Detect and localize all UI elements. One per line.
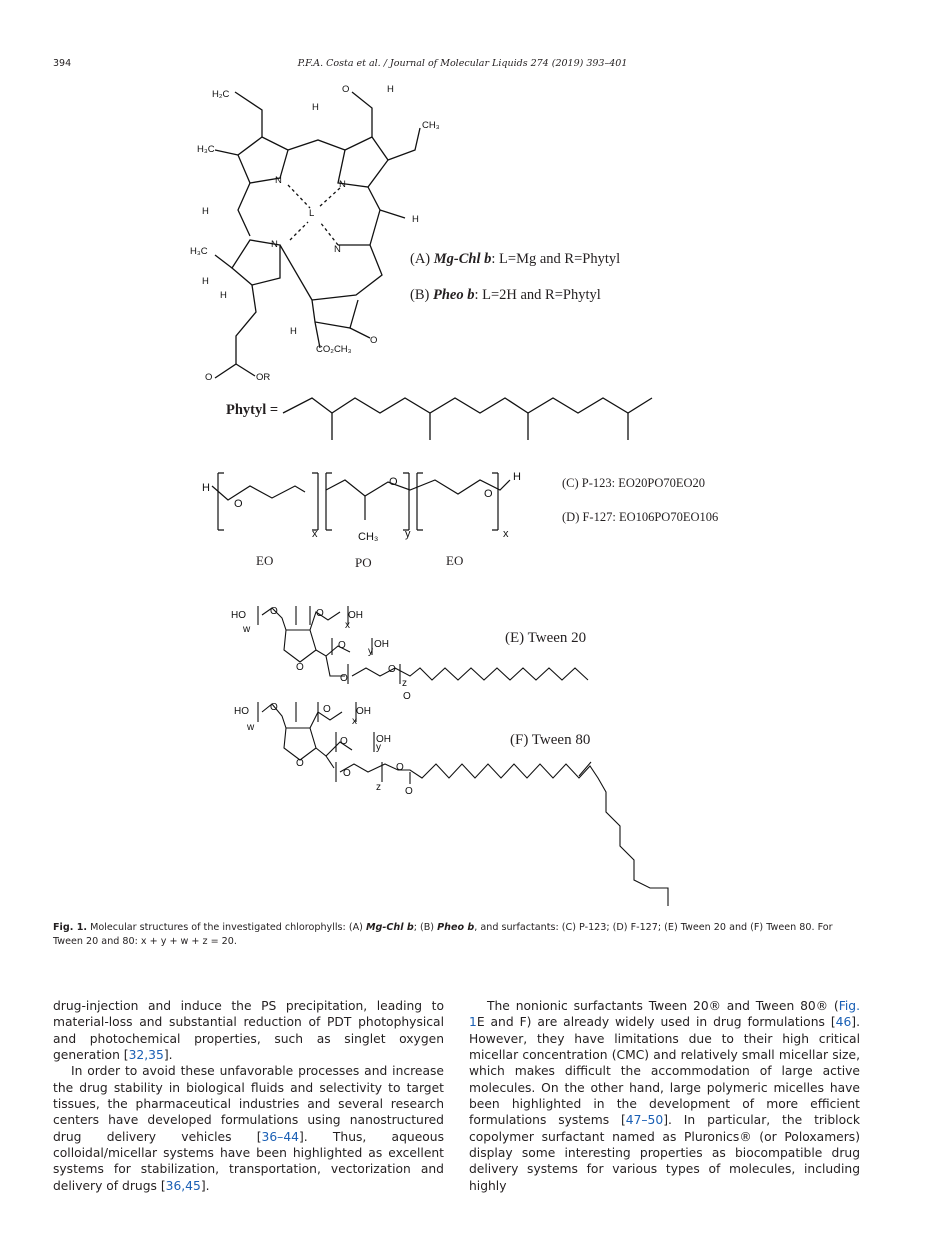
svg-text:OH: OH: [348, 610, 363, 621]
svg-text:H₃C: H₃C: [190, 246, 208, 257]
svg-text:O: O: [270, 702, 278, 713]
svg-text:H₃C: H₃C: [197, 144, 215, 155]
figure-caption: Fig. 1. Molecular structures of the investigated chlorophylls: (A) Mg-Chl b; (B) Pheo b, and surfactants: (C) P-123; (D) F-127; (E) Tween 20 and (F) Tween 80. For Tween 20 and 80: x + y + w + z = 20.: [53, 922, 833, 947]
paragraph: drug-injection and induce the PS precipitation, leading to material-loss and substantial reduction of PDT photophysical and photochemical properties, such as singlet oxygen generation [32,35].: [53, 999, 444, 1063]
svg-text:N: N: [339, 179, 346, 190]
chlorin-atom-labels: [190, 84, 440, 383]
label-phytyl: Phytyl =: [226, 402, 279, 418]
label-tween20: (E) Tween 20: [505, 630, 587, 646]
svg-text:y: y: [376, 742, 381, 753]
svg-text:z: z: [376, 782, 381, 793]
svg-text:L: L: [309, 208, 315, 219]
svg-text:O: O: [205, 372, 213, 383]
svg-text:y: y: [368, 646, 373, 657]
svg-text:OH: OH: [374, 639, 389, 650]
svg-text:x: x: [352, 716, 357, 727]
body-column-left: [53, 998, 444, 1194]
svg-text:O: O: [234, 498, 243, 510]
block-label-po: PO: [355, 555, 372, 570]
svg-text:H: H: [220, 290, 227, 301]
svg-text:H: H: [312, 102, 319, 113]
phytyl-chain: [283, 398, 652, 413]
svg-text:O: O: [370, 335, 378, 346]
svg-text:O: O: [396, 762, 404, 773]
label-tween80: (F) Tween 80: [510, 732, 591, 748]
svg-text:O: O: [296, 758, 304, 769]
svg-text:HO: HO: [234, 706, 249, 717]
svg-text:N: N: [334, 244, 341, 255]
svg-text:x: x: [345, 620, 350, 631]
citation-link[interactable]: 32,35: [128, 1048, 164, 1063]
paragraph: The nonionic surfactants Tween 20® and Tween 80® (Fig. 1E and F) are already widely used in drug formulations [46]. However, they have limitations due to their high critical micellar concentration (CMC) and relatively small micellar size, which makes difficult the accommodation of large active molecules. On the other hand, large polymeric micelles have been highlighted in the development of more efficient formulations systems [47–50]. In particular, the triblock copolymer surfactant named as Pluronics® (or Poloxamers) display some interesting properties as biocompatible drug delivery systems for various types of molecules, including highly: [469, 999, 860, 1193]
svg-text:O: O: [340, 736, 348, 747]
citation-link[interactable]: 47–50: [625, 1113, 664, 1128]
svg-text:CH₃: CH₃: [358, 531, 379, 543]
block-label-eo-right: EO: [446, 553, 464, 568]
svg-text:CO₂CH₃: CO₂CH₃: [316, 344, 352, 355]
svg-text:OH: OH: [376, 734, 391, 745]
paragraph: In order to avoid these unfavorable processes and increase the drug stability in biological fluids and selectivity to target tissues, the pharmaceutical industries and several research centers have developed formulations using nanostructured drug delivery vehicles [36–44]. Thus, aqueous colloidal/micellar systems have been highlighted as excellent systems for stabilization, transportation, vectorization and delivery of drugs [36,45].: [53, 1064, 444, 1193]
svg-text:x: x: [312, 528, 318, 540]
svg-text:H: H: [202, 276, 209, 287]
citation-link[interactable]: 36,45: [165, 1178, 201, 1193]
svg-text:O: O: [340, 673, 348, 684]
citation-link[interactable]: 36–44: [261, 1129, 299, 1144]
svg-text:O: O: [343, 768, 351, 779]
svg-text:HO: HO: [231, 610, 246, 621]
block-label-eo-left: EO: [256, 553, 274, 568]
svg-text:w: w: [247, 722, 255, 733]
svg-text:z: z: [402, 678, 407, 689]
svg-text:y: y: [405, 528, 411, 540]
running-head: P.F.A. Costa et al. / Journal of Molecular Liquids 274 (2019) 393–401: [297, 58, 628, 69]
svg-text:O: O: [389, 476, 398, 488]
label-f127: (D) F-127: EO106PO70EO106: [562, 510, 719, 524]
chlorin-structure: [215, 92, 420, 378]
svg-text:O: O: [270, 606, 278, 617]
svg-text:H₂C: H₂C: [212, 89, 230, 100]
svg-text:OH: OH: [356, 706, 371, 717]
label-p123: (C) P-123: EO20PO70EO20: [562, 476, 706, 490]
svg-text:O: O: [405, 786, 413, 797]
svg-text:H: H: [202, 206, 209, 217]
svg-text:H: H: [202, 482, 210, 494]
svg-text:H: H: [412, 214, 419, 225]
svg-text:O: O: [316, 608, 324, 619]
body-column-right: [469, 998, 860, 1194]
svg-text:O: O: [388, 664, 396, 675]
svg-text:N: N: [271, 239, 278, 250]
label-mg-chl-b: (A) Mg-Chl b: L=Mg and R=Phytyl: [410, 251, 621, 267]
tween80-structure: [258, 702, 668, 906]
label-pheo-b: (B) Pheo b: L=2H and R=Phytyl: [410, 287, 601, 303]
svg-text:OR: OR: [256, 372, 271, 383]
svg-text:x: x: [503, 528, 509, 540]
svg-text:H: H: [387, 84, 394, 95]
svg-text:CH₃: CH₃: [422, 120, 440, 131]
svg-text:O: O: [484, 488, 493, 500]
svg-text:N: N: [275, 175, 282, 186]
pluronic-structure: [212, 473, 510, 530]
svg-text:O: O: [323, 704, 331, 715]
svg-text:O: O: [338, 640, 346, 651]
svg-text:O: O: [403, 691, 411, 702]
figure-link[interactable]: Fig. 1: [469, 999, 860, 1030]
phytyl-methyls: [332, 413, 628, 440]
svg-text:H: H: [513, 471, 521, 483]
page-number: 394: [53, 58, 72, 69]
svg-text:H: H: [290, 326, 297, 337]
svg-text:O: O: [296, 662, 304, 673]
svg-text:O: O: [342, 84, 350, 95]
pluronic-atom-labels: [202, 471, 521, 543]
citation-link[interactable]: 46: [835, 1015, 852, 1030]
svg-text:w: w: [243, 624, 251, 635]
